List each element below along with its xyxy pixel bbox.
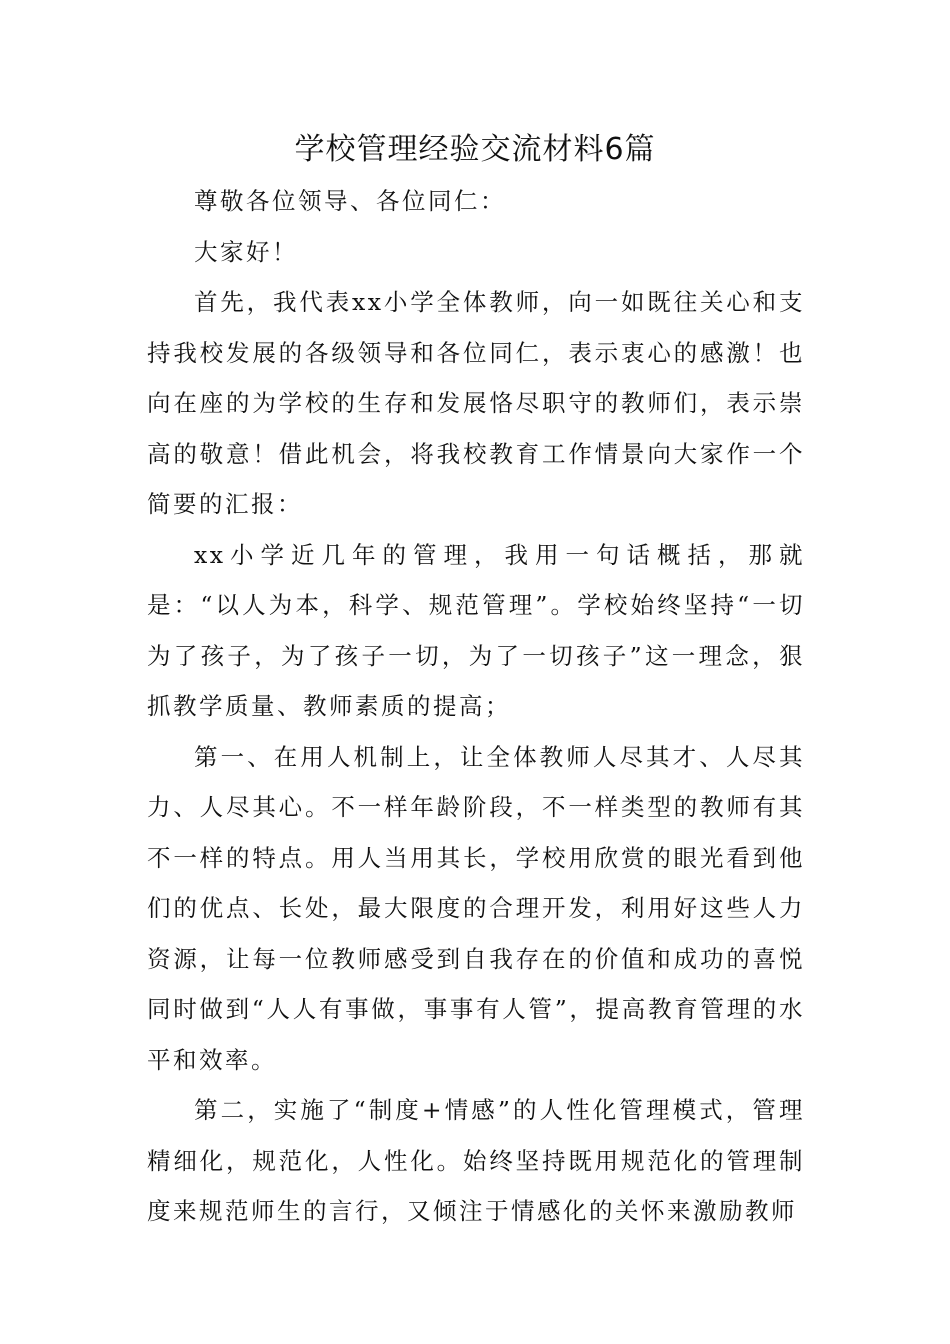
paragraph-greeting: 大家好！ — [194, 237, 298, 266]
paragraph-second-point: 第二，实施了“制度+情感”的人性化管理模式，管理精细化，规范化，人性化。始终坚持既用规范化的管理制度来规范师生的言行，又倾注于情感化的关怀来激励教师 — [147, 1096, 805, 1225]
document-body — [147, 176, 805, 1237]
paragraph-management-summary: xx小学近几年的管理，我用一句话概括，那就是：“以人为本，科学、规范管理”。学校始终坚持“一切为了孩子，为了孩子一切，为了一切孩子”这一理念，狠抓教学质量、教师素质的提高； — [147, 540, 805, 720]
paragraph-introduction: 首先，我代表xx小学全体教师，向一如既往关心和支持我校发展的各级领导和各位同仁，表示衷心的感激！也向在座的为学校的生存和发展恪尽职守的教师们，表示崇高的敬意！借此机会，将我校教育工作情景向大家作一个简要的汇报： — [147, 288, 805, 518]
paragraph-first-point: 第一、在用人机制上，让全体教师人尽其才、人尽其力、人尽其心。不一样年龄阶段，不一样类型的教师有其不一样的特点。用人当用其长，学校用欣赏的眼光看到他们的优点、长处，最大限度的合理开发，利用好这些人力资源，让每一位教师感受到自我存在的价值和成功的喜悦同时做到“人人有事做，事事有人管”，提高教育管理的水平和效率。 — [147, 742, 805, 1074]
document-title: 学校管理经验交流材料6篇 — [294, 132, 656, 167]
paragraph-salutation: 尊敬各位领导、各位同仁： — [194, 187, 506, 215]
